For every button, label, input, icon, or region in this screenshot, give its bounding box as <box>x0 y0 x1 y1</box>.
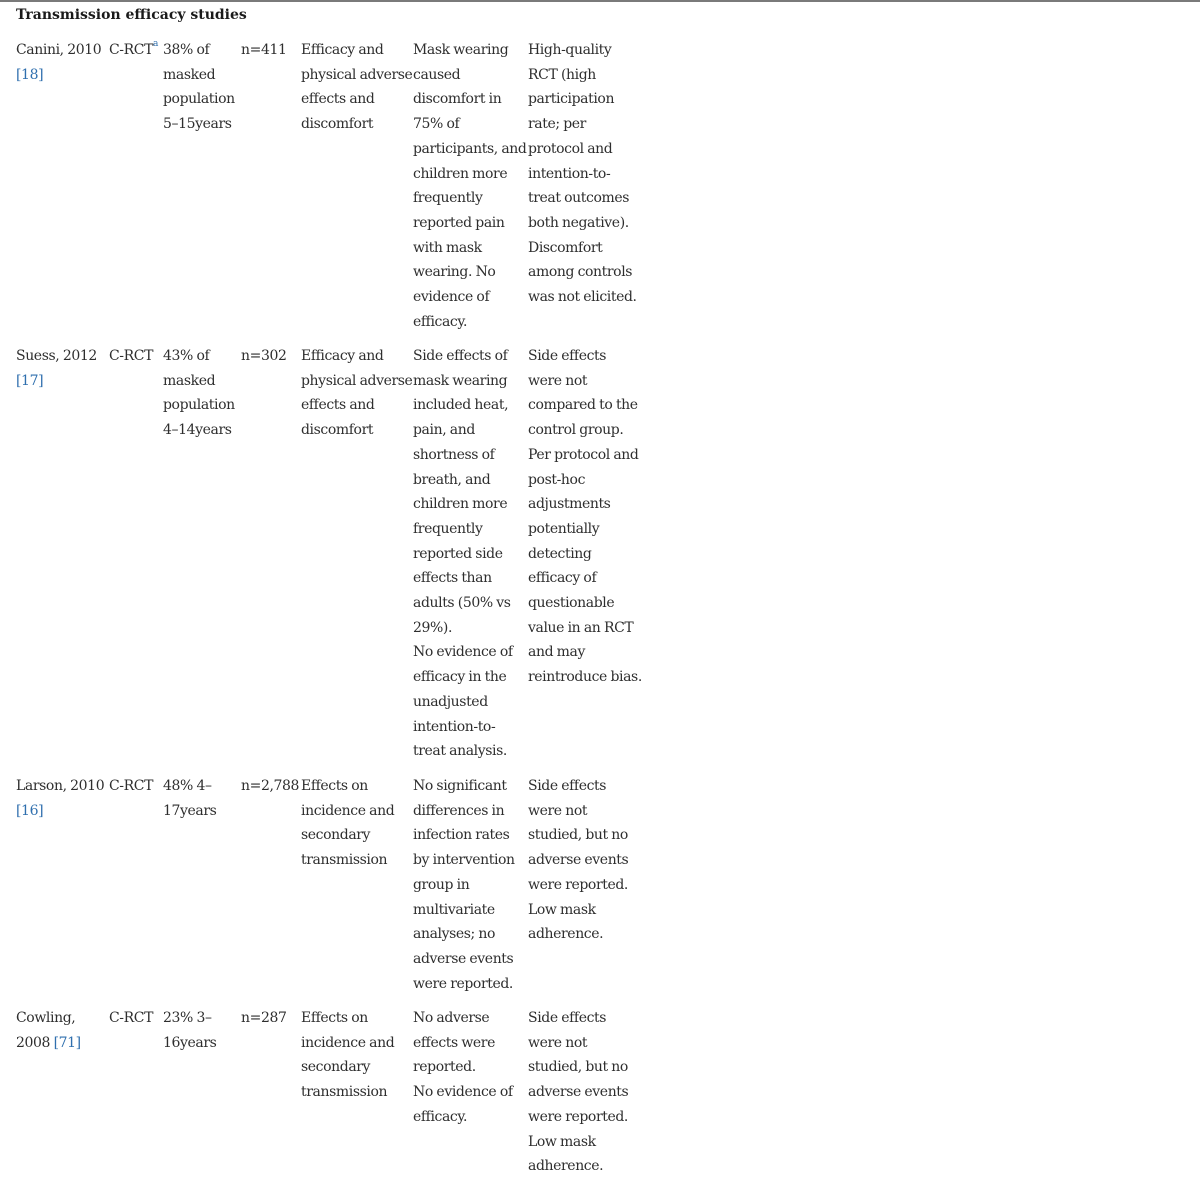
outcomes-cell: Efficacy and physical adverse effects and discomfort <box>301 42 413 133</box>
citation-link[interactable]: [71] <box>53 1034 81 1051</box>
population-cell: 23% 3– 16years <box>163 1010 217 1051</box>
population-cell: 38% of masked population 5–15years <box>163 42 235 133</box>
findings-cell: Side effects of mask wearing included heat, pain, and shortness of breath, and children more frequently reported side effects than adults (50% vs 29%). No evidence of efficacy in the unadjusted intention-to- treat analysis. <box>413 348 513 760</box>
sample-size-cell: n=302 <box>241 348 287 364</box>
study-cell: Larson, 2010 [16] <box>16 778 105 819</box>
findings-cell: No significant differences in infection rates by intervention group in multivariate analyses; no adverse events were reported. <box>413 778 515 992</box>
quality-cell: Side effects were not compared to the control group. Per protocol and post-hoc adjustments potentially detecting efficacy of questionable value in an RCT and may reintroduce bias. <box>528 348 642 686</box>
footnote-marker[interactable]: a <box>153 39 159 49</box>
top-rule <box>0 0 1200 2</box>
design-cell: C-RCT <box>109 1010 154 1026</box>
citation-link[interactable]: [18] <box>16 66 44 83</box>
population-cell: 43% of masked population 4–14years <box>163 348 235 439</box>
sample-size-cell: n=2,788 <box>241 778 300 794</box>
study-cell: Cowling, 2008 [71] <box>16 1010 81 1051</box>
design-cell: C-RCT <box>109 778 154 794</box>
outcomes-cell: Efficacy and physical adverse effects and discomfort <box>301 348 413 439</box>
findings-cell: No adverse effects were reported. No evidence of efficacy. <box>413 1010 513 1125</box>
quality-cell: High-quality RCT (high participation rate; per protocol and intention-to- treat outcomes both negative). Discomfort among controls was not elicited. <box>528 42 637 306</box>
findings-cell: Mask wearing caused discomfort in 75% of participants, and children more frequently reported pain with mask wearing. No evidence of efficacy. <box>413 42 527 330</box>
design-cell: C-RCT <box>109 348 154 364</box>
section-title: Transmission efficacy studies <box>16 7 247 23</box>
study-cell: Suess, 2012 [17] <box>16 348 97 389</box>
sample-size-cell: n=411 <box>241 42 287 58</box>
study-cell: Canini, 2010 [18] <box>16 42 102 83</box>
population-cell: 48% 4– 17years <box>163 778 217 819</box>
sample-size-cell: n=287 <box>241 1010 287 1026</box>
citation-link[interactable]: [17] <box>16 372 44 389</box>
design-cell: C-RCT$^a$ <box>109 39 159 58</box>
quality-cell: Side effects were not studied, but no adverse events were reported. Low mask adherence. <box>528 778 629 943</box>
outcomes-cell: Effects on incidence and secondary transmission <box>301 778 395 869</box>
quality-cell: Side effects were not studied, but no adverse events were reported. Low mask adherence. <box>528 1010 629 1175</box>
outcomes-cell: Effects on incidence and secondary transmission <box>301 1010 395 1101</box>
citation-link[interactable]: [16] <box>16 802 44 819</box>
